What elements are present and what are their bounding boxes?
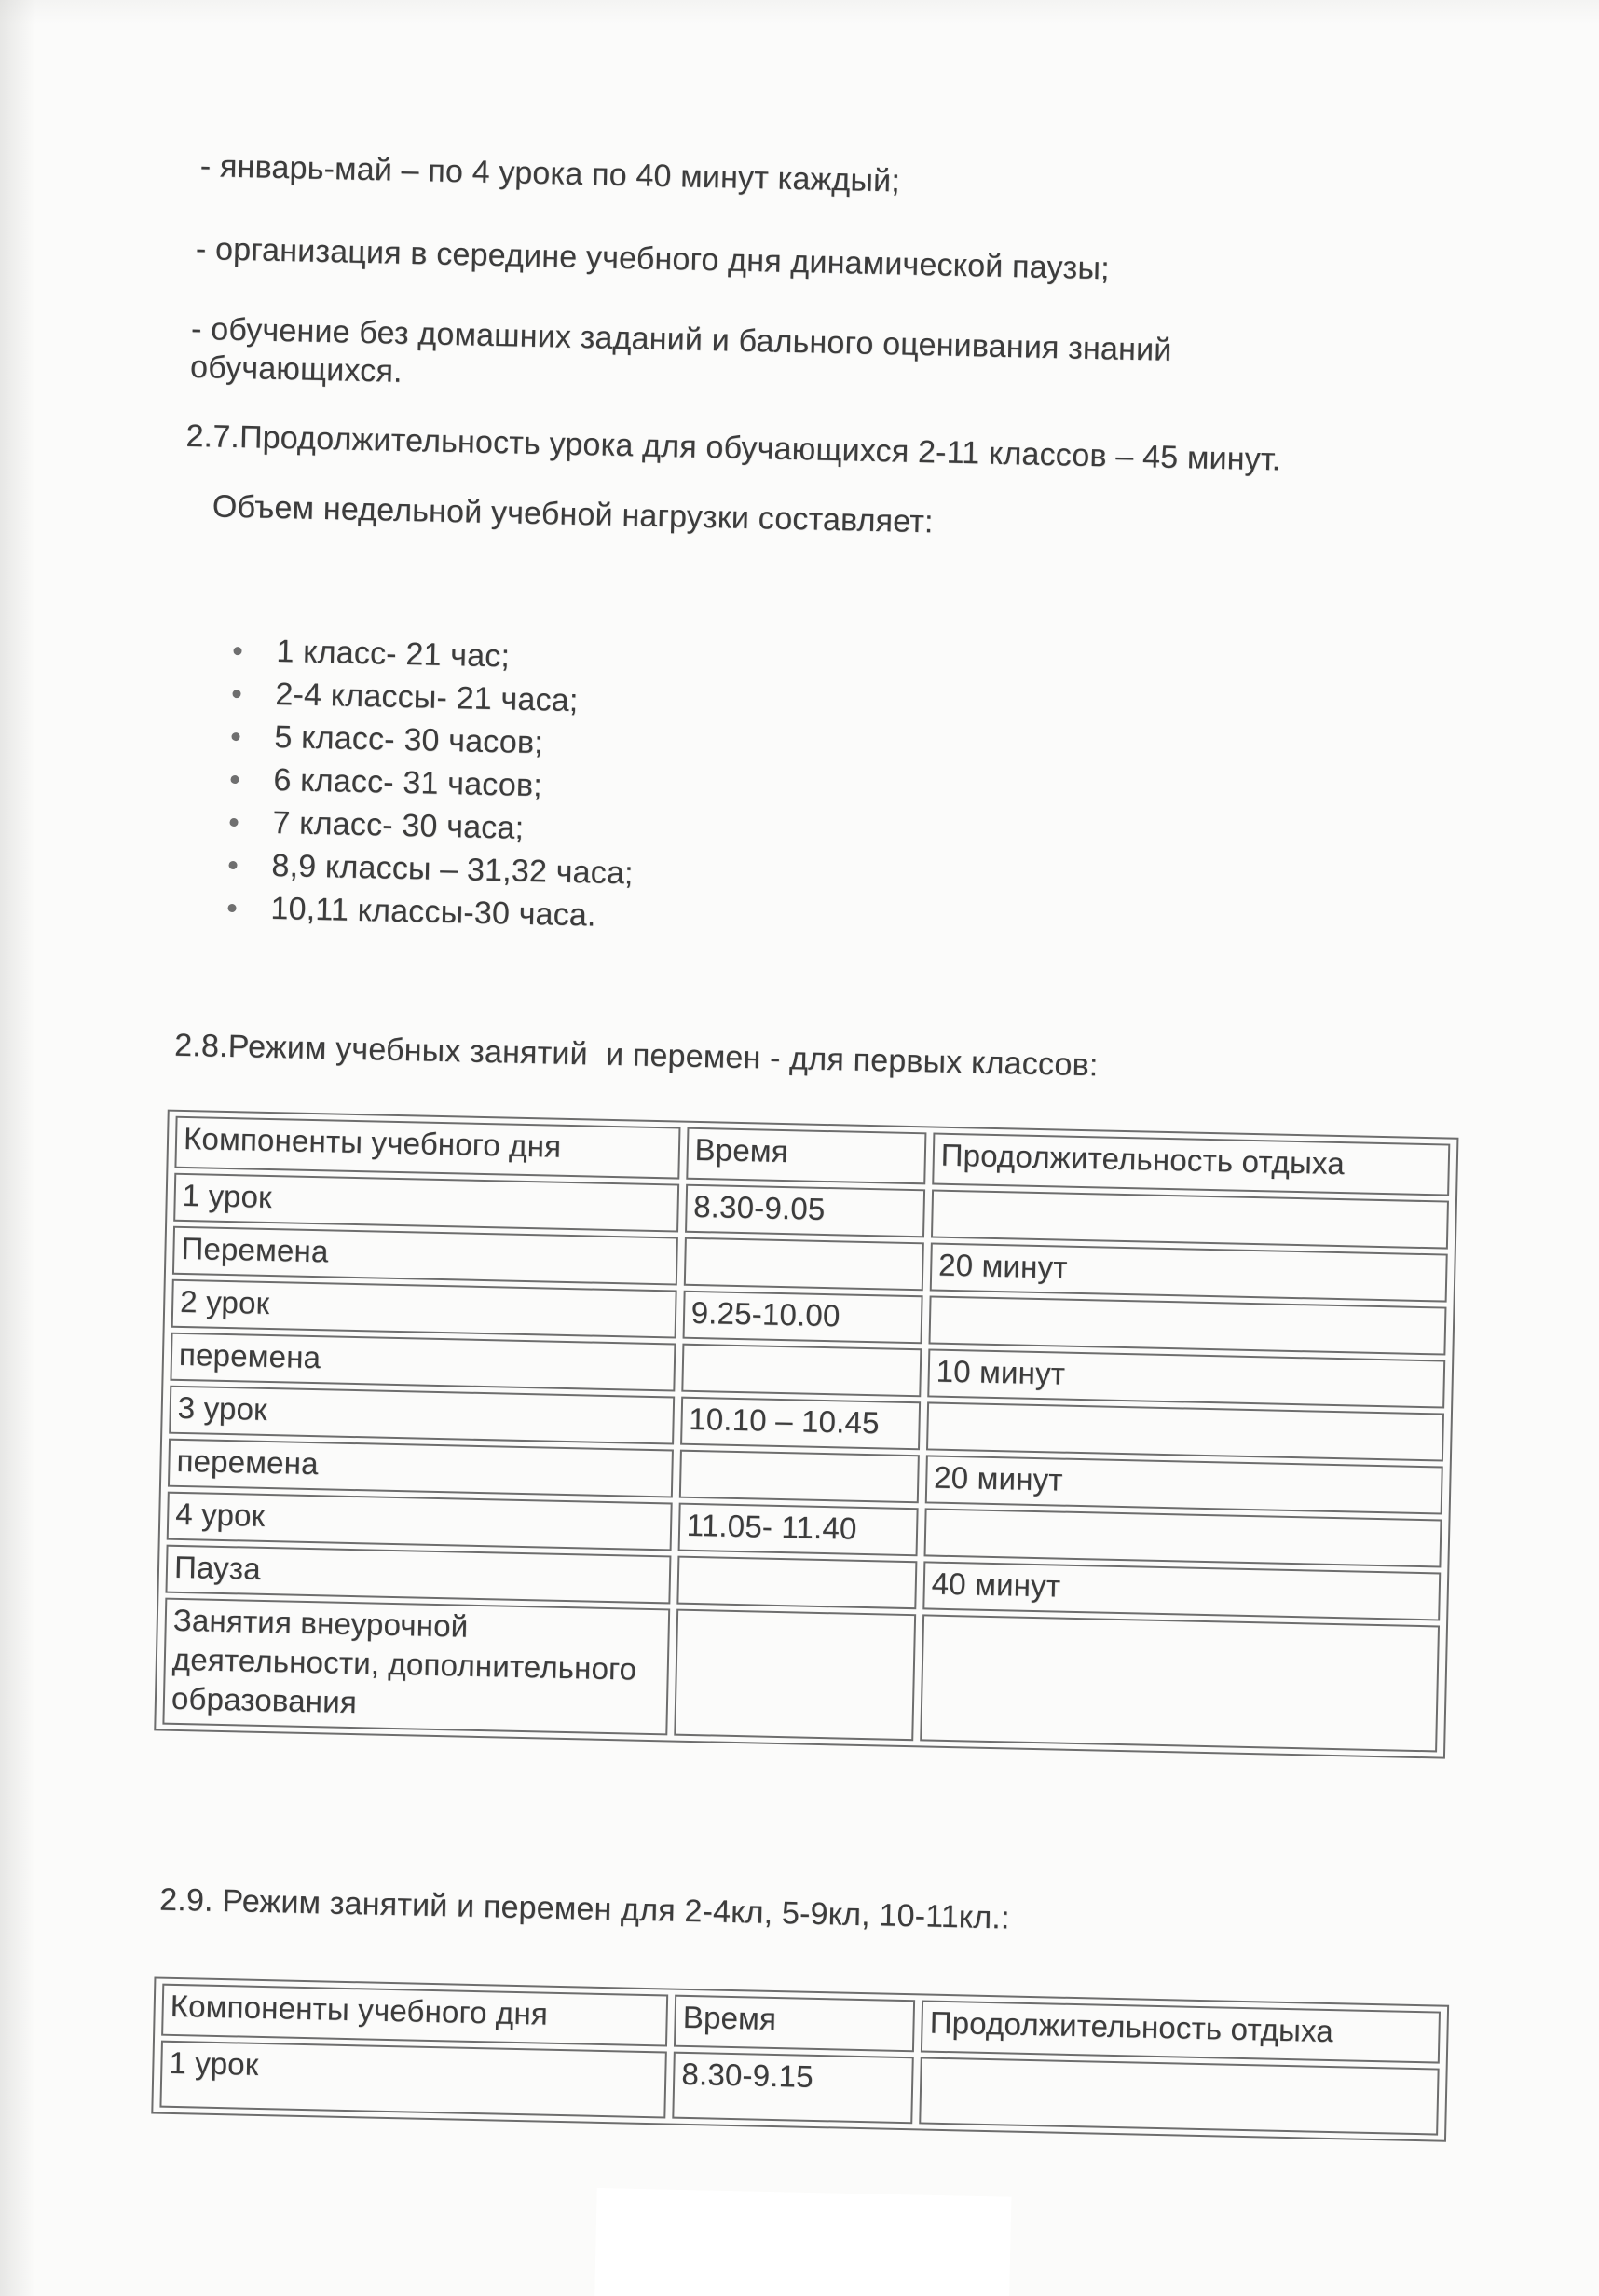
table-cell: 8.30-9.15 — [672, 2052, 914, 2125]
upper-grades-schedule-table — [151, 1976, 1449, 2141]
table-row — [162, 1598, 1440, 1753]
table-cell: 4 урок — [167, 1492, 673, 1551]
load-list-item: 6 класс- 31 часов; — [225, 758, 1064, 819]
table-cell: 3 урок — [169, 1386, 675, 1445]
faded-clipart-fragment — [594, 2188, 1012, 2296]
upper-grades-schedule-table-wrap — [151, 1976, 1449, 2141]
table-cell: перемена — [168, 1439, 674, 1498]
table-cell: 11.05- 11.40 — [677, 1503, 918, 1557]
table-cell: 1 урок — [173, 1173, 679, 1233]
intro-item-1: - январь-май – по 4 урока по 40 минут каждый; — [199, 148, 901, 199]
intro-item-2: - организация в середине учебного дня динамической паузы; — [195, 231, 1111, 287]
table-cell — [678, 1450, 919, 1504]
table-cell: 9.25-10.00 — [682, 1291, 922, 1345]
table-cell: Пауза — [165, 1545, 671, 1605]
table-cell — [683, 1237, 923, 1292]
load-list-item: 5 класс- 30 часов; — [226, 715, 1065, 776]
load-list-item: 7 класс- 30 часа; — [224, 800, 1063, 862]
table-cell: 10.10 – 10.45 — [680, 1397, 921, 1451]
intro-item-3: - обучение без домашних заданий и бального оценивания знаний обучающихся. — [189, 310, 1172, 390]
load-list-item: 1 класс- 21 час; — [227, 629, 1067, 690]
table-header-cell: Продолжительность отдыха — [932, 1132, 1450, 1196]
table-cell — [919, 2057, 1439, 2135]
table-cell: 10 минут — [927, 1348, 1445, 1408]
first-grade-schedule-table — [154, 1110, 1458, 1759]
first-grade-schedule-table-wrap — [154, 1110, 1458, 1759]
load-list-item: 10,11 классы-30 часа. — [222, 886, 1061, 948]
table-header-cell: Компоненты учебного дня — [174, 1116, 680, 1180]
table-cell: 1 урок — [159, 2041, 667, 2119]
table-cell: 8.30-9.05 — [685, 1184, 925, 1238]
load-list-item: 2-4 классы- 21 часа; — [226, 672, 1066, 733]
table-cell — [676, 1556, 917, 1610]
load-list-item: 8,9 классы – 31,32 часа; — [223, 843, 1062, 905]
table-cell — [928, 1295, 1446, 1355]
table-cell: перемена — [170, 1332, 676, 1392]
table-cell — [931, 1189, 1449, 1249]
table-cell: Перемена — [172, 1226, 678, 1286]
table-cell — [923, 1508, 1442, 1567]
section-2-7-subheading: Объем недельной учебной нагрузки составляет: — [212, 488, 935, 540]
weekly-load-list — [222, 629, 1067, 948]
table-cell: 2 урок — [171, 1279, 677, 1339]
table-cell: Занятия внеурочной деятельности, дополнительного образования — [162, 1598, 669, 1736]
table-cell: 40 минут — [922, 1561, 1441, 1620]
table-header-cell: Компоненты учебного дня — [161, 1984, 668, 2047]
table-cell — [674, 1609, 916, 1742]
table-cell — [681, 1344, 922, 1398]
section-2-9-heading: 2.9. Режим занятий и перемен для 2-4кл, 5-9кл, 10-11кл.: — [158, 1881, 1011, 1936]
table-cell — [926, 1401, 1444, 1461]
section-2-7-heading: 2.7.Продолжительность урока для обучающихся 2-11 классов – 45 минут. — [185, 417, 1281, 478]
table-cell — [920, 1614, 1440, 1752]
section-2-8-heading: 2.8.Режим учебных занятий и перемен - для первых классов: — [173, 1027, 1099, 1084]
table-cell: 20 минут — [925, 1455, 1443, 1514]
table-cell: 20 минут — [930, 1242, 1448, 1302]
clipart-paper-band — [594, 2188, 1012, 2296]
table-header-cell: Время — [674, 1995, 915, 2053]
table-header-cell: Продолжительность отдыха — [921, 2000, 1441, 2063]
table-header-cell: Время — [686, 1128, 926, 1185]
